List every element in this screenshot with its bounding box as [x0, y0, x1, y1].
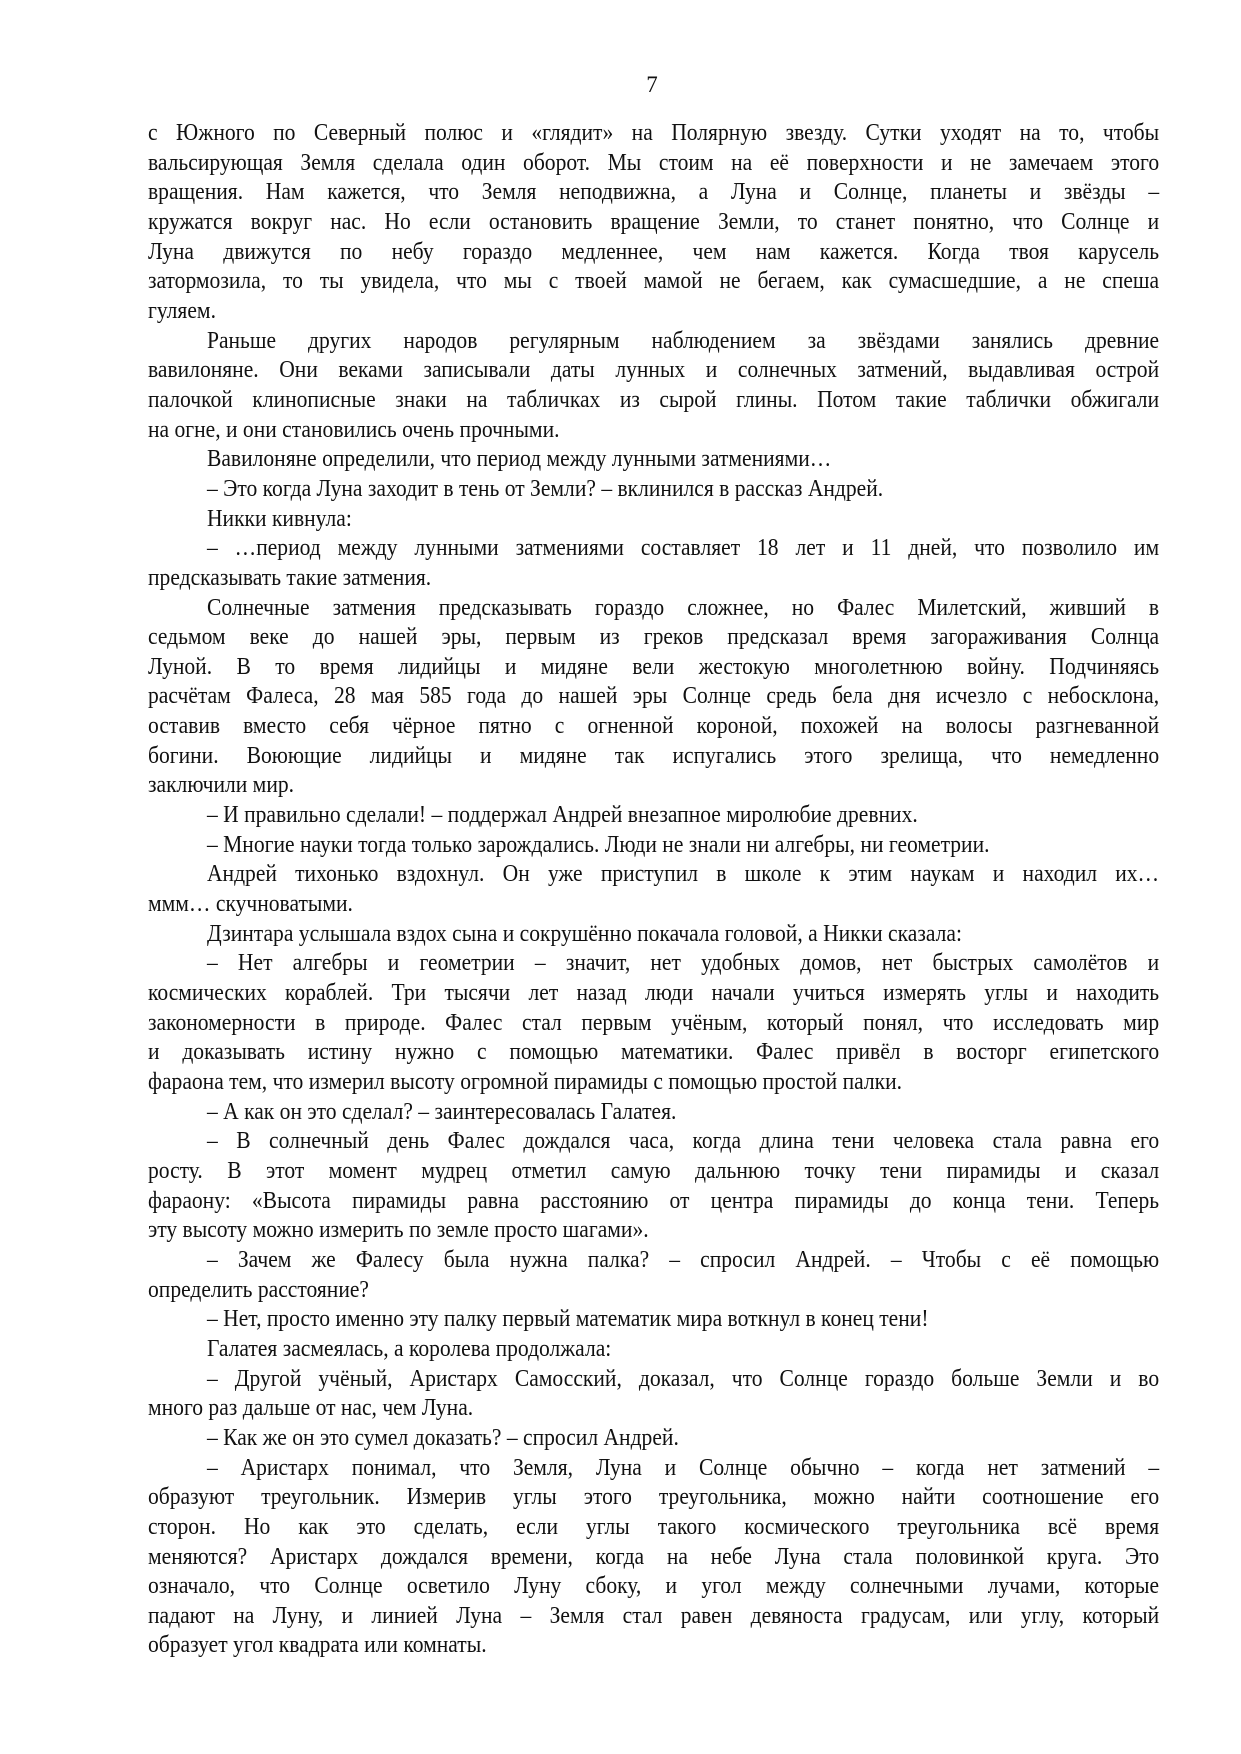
text-line: палочкой клинописные знаки на табличках из сырой глины. Потом такие таблички обжигали: [148, 385, 1160, 413]
paragraph: [148, 1453, 1159, 1661]
text-line: с Южного по Северный полюс и «глядит» на Полярную звезду. Сутки уходят на то, чтобы: [148, 119, 1160, 146]
paragraph: [148, 1364, 1159, 1423]
text-line: – Нет, просто именно эту палку первый математик мира воткнул в конец тени!: [206, 1305, 929, 1333]
text-line: закономерности в природе. Фалес стал первым учёным, который понял, что исследовать мир: [148, 1008, 1160, 1036]
text-line: – Аристарх понимал, что Земля, Луна и Солнце обычно – когда нет затмений –: [206, 1453, 1160, 1481]
paragraph: [148, 800, 1159, 830]
paragraph: [148, 1097, 1159, 1127]
text-line: падают на Луну, и линией Луна – Земля стал равен девяноста градусам, или углу, который: [148, 1601, 1160, 1629]
text-line: росту. В этот момент мудрец отметил самую дальнюю точку тени пирамиды и сказал: [148, 1156, 1160, 1184]
text-line: Солнечные затмения предсказывать гораздо сложнее, но Фалес Милетский, живший в: [206, 593, 1160, 621]
paragraph: [148, 504, 1159, 534]
text-line: фараона тем, что измерил высоту огромной пирамиды с помощью простой палки.: [148, 1068, 903, 1095]
paragraph: [148, 919, 1159, 949]
text-line: образуют треугольник. Измерив углы этого треугольника, можно найти соотношение его: [148, 1483, 1160, 1511]
text-line: – Нет алгебры и геометрии – значит, нет удобных домов, нет быстрых самолётов и: [206, 949, 1160, 977]
paragraph: [148, 444, 1159, 474]
text-line: сторон. Но как это сделать, если углы такого космического треугольника всё время: [148, 1512, 1160, 1540]
text-line: эту высоту можно измерить по земле просто шагами».: [148, 1216, 649, 1244]
text-line: Никки кивнула:: [206, 504, 352, 532]
text-line: на огне, и они становились очень прочными.: [148, 415, 560, 443]
text-line: богини. Воюющие лидийцы и мидяне так испугались этого зрелища, что немедленно: [148, 741, 1160, 769]
paragraph: [148, 1126, 1159, 1245]
text-line: меняются? Аристарх дождался времени, когда на небе Луна стала половинкой круга. Это: [148, 1542, 1160, 1570]
text-line: – Это когда Луна заходит в тень от Земли? – вклинился в рассказ Андрей.: [206, 474, 884, 502]
text-line: Галатея засмеялась, а королева продолжала:: [206, 1334, 612, 1362]
paragraph: [148, 859, 1159, 918]
text-line: – Как же он это сумел доказать? – спросил Андрей.: [206, 1423, 679, 1451]
paragraph: [148, 1304, 1159, 1334]
paragraph: [148, 593, 1159, 801]
text-line: много раз дальше от нас, чем Луна.: [148, 1394, 474, 1422]
text-line: предсказывать такие затмения.: [148, 563, 432, 591]
paragraph: [148, 1423, 1159, 1453]
paragraph: [148, 118, 1159, 326]
text-line: определить расстояние?: [148, 1275, 369, 1303]
text-line: Андрей тихонько вздохнул. Он уже приступил в школе к этим наукам и находил их…: [206, 860, 1160, 888]
text-line: расчётам Фалеса, 28 мая 585 года до нашей эры Солнце средь бела дня исчезло с небосклона,: [148, 682, 1160, 710]
text-line: Луной. В то время лидийцы и мидяне вели жестокую многолетнюю войну. Подчиняясь: [148, 652, 1160, 680]
text-line: фараону: «Высота пирамиды равна расстоянию от центра пирамиды до конца тени. Теперь: [148, 1186, 1160, 1214]
text-line: Дзинтара услышала вздох сына и сокрушённо покачала головой, а Никки сказала:: [206, 919, 962, 947]
text-line: затормозила, то ты увидела, что мы с твоей мамой не бегаем, как сумасшедшие, а не спеша: [148, 267, 1160, 295]
text-line: – Многие науки тогда только зарождались. Люди не знали ни алгебры, ни геометрии.: [206, 830, 990, 858]
text-line: и доказывать истину нужно с помощью математики. Фалес привёл в восторг египетского: [148, 1038, 1160, 1066]
text-line: – …период между лунными затмениями составляет 18 лет и 11 дней, что позволило им: [206, 534, 1160, 562]
paragraph: [148, 948, 1159, 1096]
text-line: – В солнечный день Фалес дождался часа, когда длина тени человека стала равна его: [206, 1127, 1160, 1155]
text-line: оставив вместо себя чёрное пятно с огненной короной, похожей на волосы разгневанной: [148, 712, 1160, 740]
text-line: Луна движутся по небу гораздо медленнее, чем нам кажется. Когда твоя карусель: [148, 237, 1160, 265]
text-line: образует угол квадрата или комнаты.: [148, 1631, 487, 1659]
text-line: вращения. Нам кажется, что Земля неподвижна, а Луна и Солнце, планеты и звёзды –: [148, 178, 1160, 206]
text-line: вальсирующая Земля сделала один оборот. Мы стоим на её поверхности и не замечаем этого: [148, 148, 1160, 176]
text-line: вавилоняне. Они веками записывали даты лунных и солнечных затмений, выдавливая острой: [148, 356, 1160, 384]
paragraph: [148, 1334, 1159, 1364]
paragraph: [148, 830, 1159, 860]
text-line: ммм… скучноватыми.: [148, 890, 353, 918]
text-line: космических кораблей. Три тысячи лет назад люди начали учиться измерять углы и находить: [148, 979, 1160, 1007]
text-line: Раньше других народов регулярным наблюдением за звёздами занялись древние: [206, 326, 1160, 354]
paragraph: [148, 474, 1159, 504]
text-line: седьмом веке до нашей эры, первым из греков предсказал время загораживания Солнца: [148, 623, 1160, 651]
text-line: означало, что Солнце осветило Луну сбоку, и угол между солнечными лучами, которые: [148, 1572, 1160, 1600]
page-number: 7: [646, 72, 658, 97]
text-line: – Другой учёный, Аристарх Самосский, доказал, что Солнце гораздо больше Земли и во: [206, 1364, 1160, 1392]
paragraph: [148, 1245, 1159, 1304]
text-line: – И правильно сделали! – поддержал Андрей внезапное миролюбие древних.: [206, 801, 918, 829]
text-line: – А как он это сделал? – заинтересовалась Галатея.: [206, 1097, 677, 1125]
paragraph: [148, 533, 1159, 592]
text-line: заключили мир.: [148, 771, 295, 799]
text-line: кружатся вокруг нас. Но если остановить вращение Земли, то станет понятно, что Солнце и: [148, 207, 1160, 235]
text-line: Вавилоняне определили, что период между лунными затмениями…: [206, 445, 832, 473]
body-text: [148, 118, 1159, 1660]
text-line: гуляем.: [148, 296, 216, 324]
text-line: – Зачем же Фалесу была нужна палка? – спросил Андрей. – Чтобы с её помощью: [206, 1245, 1160, 1273]
paragraph: [148, 326, 1159, 445]
